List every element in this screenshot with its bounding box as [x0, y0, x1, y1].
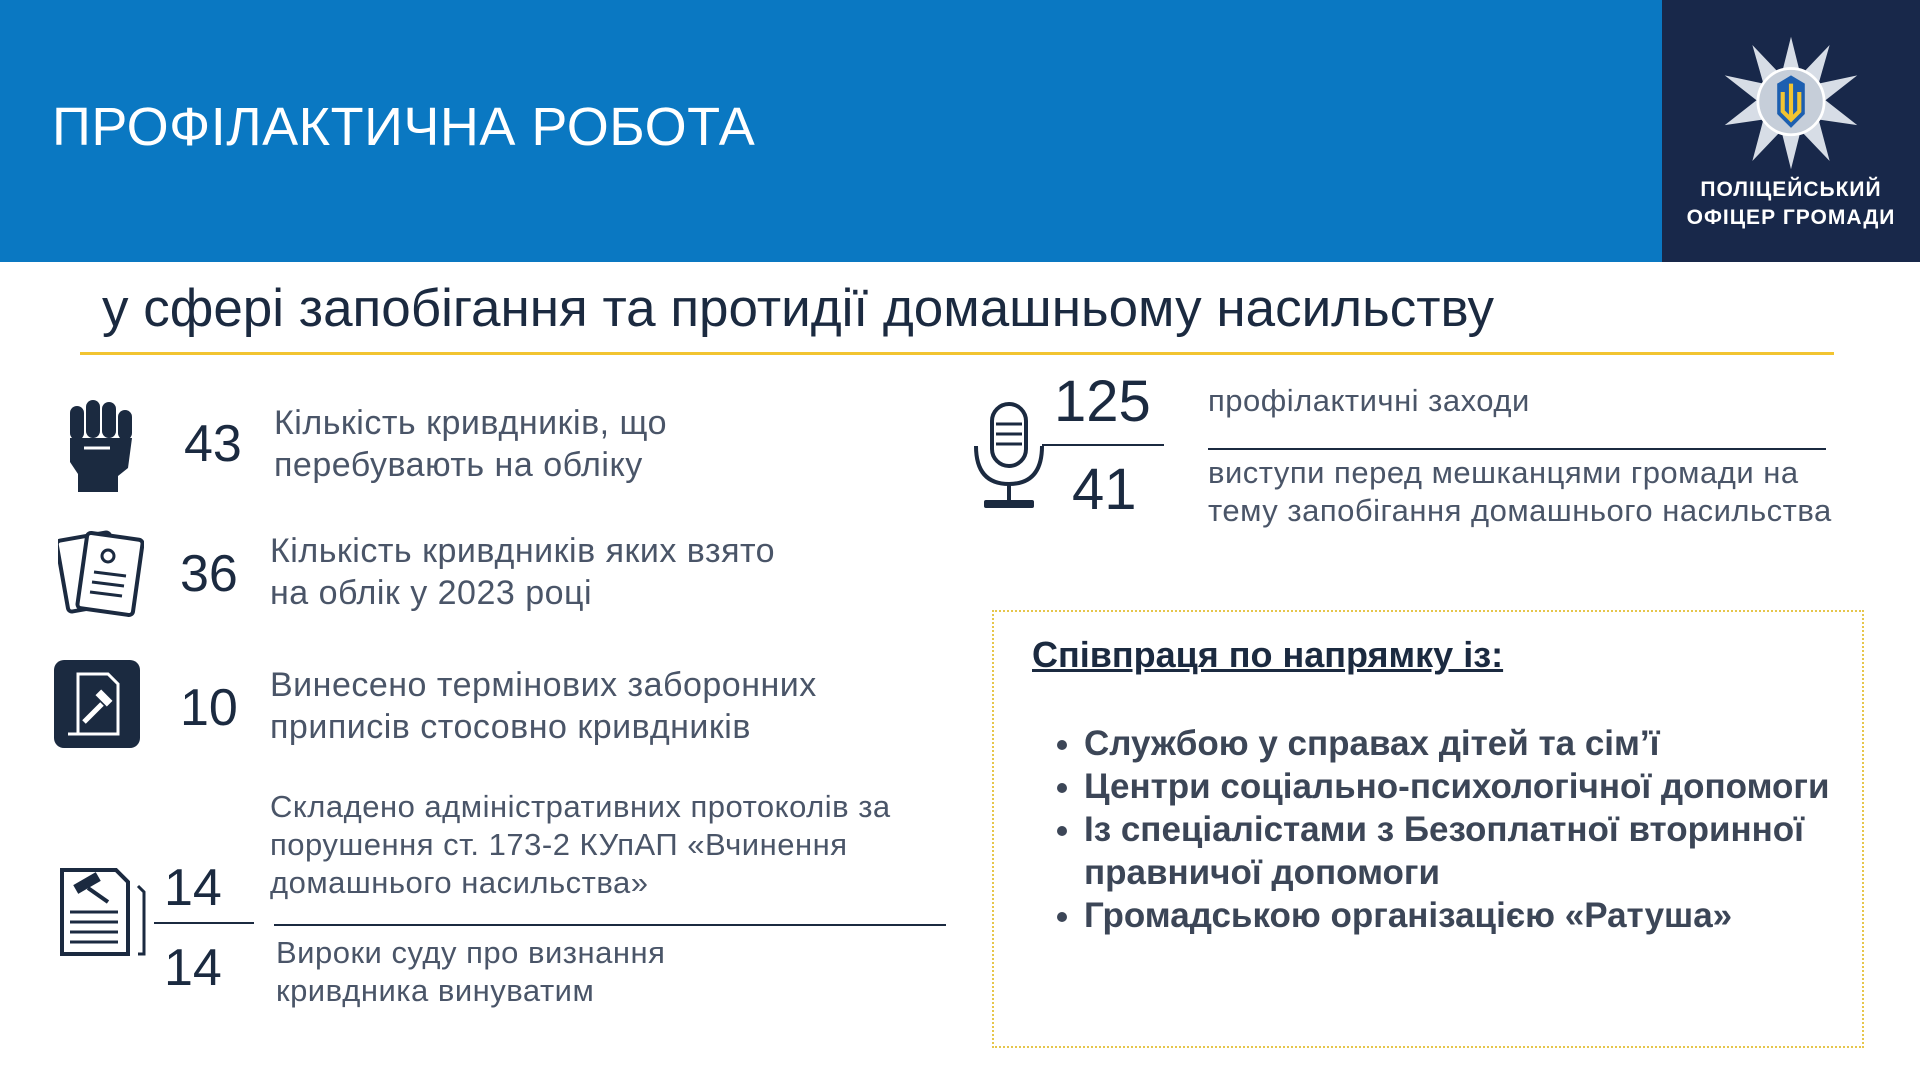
events-value: 125	[1054, 369, 1151, 434]
court-document-icon	[54, 660, 140, 748]
stat-text-registered: Кількість кривдників яких взято на облік у 2023 році	[270, 532, 776, 612]
subtitle: у сфері запобігання та протидії домашньому насильству	[102, 279, 1494, 338]
stat-value-offenders: 43	[184, 415, 242, 473]
events-number-divider	[1042, 444, 1164, 446]
list-item: • Центри соціально-психологічної допомоги	[1084, 765, 1874, 808]
logo-line-1: ПОЛІЦЕЙСЬКИЙ	[1700, 178, 1882, 201]
stat-text-orders: Винесено термінових заборонних приписів стосовно кривдників	[270, 666, 817, 746]
protocols-number-divider	[154, 922, 254, 924]
list-item: • Громадською організацією «Ратуша»	[1084, 894, 1874, 937]
header-banner	[0, 0, 1662, 262]
logo-caption	[1662, 176, 1920, 232]
protocols-value: 14	[164, 859, 222, 917]
cooperation-title: Співпраця по напрямку із:	[1032, 634, 1504, 675]
stat-text-offenders: Кількість кривдників, що перебувають на обліку	[274, 404, 668, 484]
stat-value-registered: 36	[180, 545, 238, 603]
documents-icon	[58, 526, 144, 618]
subtitle-divider	[80, 352, 1834, 355]
protocols-text-divider	[274, 924, 946, 926]
court-verdicts-value: 14	[164, 939, 222, 997]
microphone-icon	[966, 400, 1052, 512]
police-star-icon	[1722, 34, 1860, 172]
fist-icon	[64, 398, 136, 494]
cooperation-panel	[992, 610, 1864, 1048]
stat-value-orders: 10	[180, 679, 238, 737]
logo-line-2: ОФІЦЕР ГРОМАДИ	[1686, 206, 1896, 229]
protocols-text: Складено адміністративних протоколів за порушення ст. 173-2 КУпАП «Вчинення домашнього насильства»	[270, 789, 891, 900]
page-title: ПРОФІЛАКТИЧНА РОБОТА	[52, 97, 756, 157]
speeches-text: виступи перед мешканцями громади на тему запобігання домашнього насильства	[1208, 455, 1832, 528]
gavel-document-icon	[58, 864, 148, 960]
speeches-value: 41	[1072, 457, 1137, 522]
list-item: • Із спеціалістами з Безоплатної вторинної правничої допомоги	[1084, 808, 1874, 894]
court-verdicts-text: Вироки суду про визнання кривдника винуватим	[276, 935, 666, 1008]
police-logo-block	[1662, 0, 1920, 262]
list-item: • Службою у справах дітей та сім’ї	[1084, 722, 1874, 765]
events-text: профілактичні заходи	[1208, 383, 1530, 418]
events-text-divider	[1208, 448, 1826, 450]
cooperation-list	[1032, 722, 1874, 937]
